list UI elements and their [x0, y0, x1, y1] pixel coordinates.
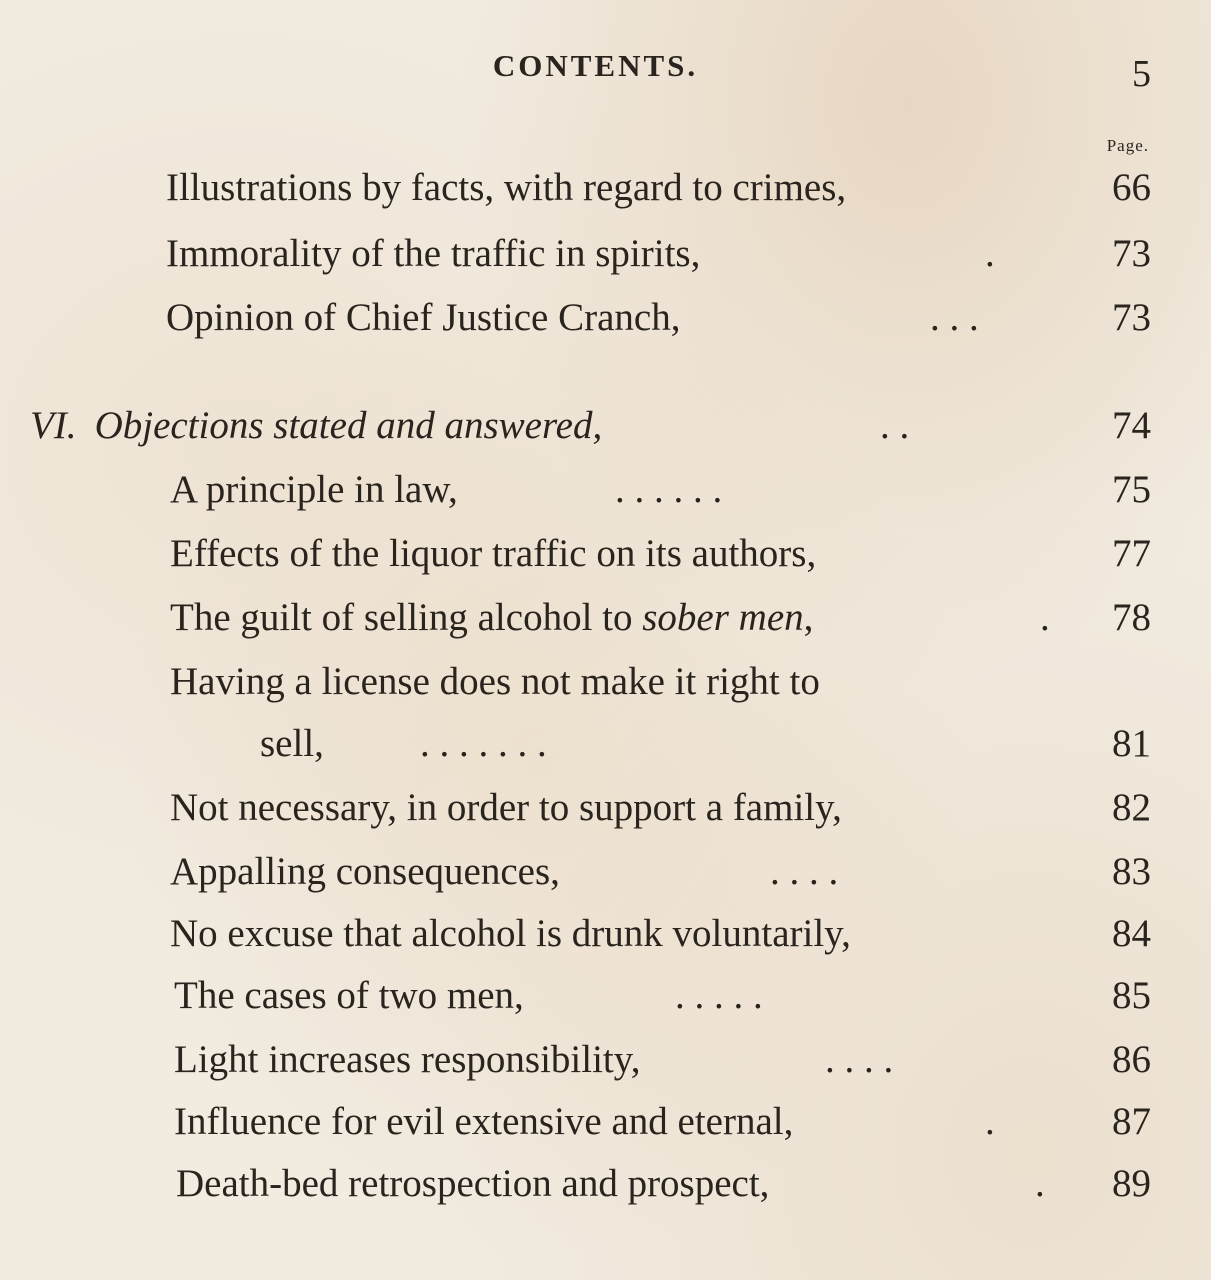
toc-entry-page: 74	[1112, 404, 1151, 447]
toc-entry-title: Death-bed retrospection and prospect,	[176, 1162, 770, 1205]
toc-entry	[0, 162, 1211, 214]
toc-entry-title: A principle in law,	[170, 468, 458, 511]
toc-entry-title-part: The guilt of selling alcohol to	[170, 596, 643, 639]
toc-entry	[0, 592, 1211, 644]
running-head-title: CONTENTS.	[492, 48, 699, 83]
toc-entry-title	[170, 592, 813, 644]
toc-entry-leader: .	[1040, 596, 1050, 639]
toc-entry	[0, 228, 1211, 280]
toc-entry-title: No excuse that alcohol is drunk voluntarily,	[170, 912, 851, 955]
page-column-label: Page.	[1106, 136, 1149, 155]
toc-entry	[0, 970, 1211, 1022]
toc-entry-title: Influence for evil extensive and eternal,	[174, 1100, 794, 1143]
toc-entry-leader: . . . .	[825, 1038, 894, 1081]
toc-entry	[0, 908, 1211, 960]
toc-entry	[0, 464, 1211, 516]
toc-entry-title-italic: sober men	[642, 596, 804, 639]
page-number: 5	[1132, 53, 1151, 95]
toc-entry-page: 81	[1112, 722, 1151, 765]
toc-entry-title: Effects of the liquor traffic on its authors,	[170, 532, 817, 575]
running-head	[0, 48, 1211, 84]
toc-entry-leader: . . . . . .	[615, 468, 723, 511]
toc-entry-leader: .	[985, 232, 995, 275]
toc-entry	[0, 656, 1211, 708]
toc-section-number: VI.	[30, 404, 77, 447]
toc-entry-title: Immorality of the traffic in spirits,	[166, 232, 701, 275]
toc-entry-page: 77	[1112, 532, 1151, 575]
toc-entry-page: 73	[1112, 232, 1151, 275]
toc-entry-leader: . . .	[930, 296, 979, 339]
toc-entry-page: 83	[1112, 850, 1151, 893]
toc-entry-title: sell,	[260, 722, 324, 765]
toc-entry-page: 75	[1112, 468, 1151, 511]
toc-entry-title: Appalling consequences,	[170, 850, 560, 893]
toc-entry	[0, 718, 1211, 770]
toc-entry	[0, 528, 1211, 580]
toc-entry-title-part: ,	[803, 596, 814, 639]
toc-entry-title: Light increases responsibility,	[174, 1038, 641, 1081]
toc-entry-title: Having a license does not make it right to	[170, 660, 820, 703]
toc-entry	[0, 1096, 1211, 1148]
toc-entry	[0, 1158, 1211, 1210]
toc-entry	[0, 782, 1211, 834]
toc-entry-title: Illustrations by facts, with regard to crimes,	[166, 166, 847, 209]
toc-entry	[0, 846, 1211, 898]
toc-entry-leader: . . . . . . .	[420, 722, 547, 765]
toc-entry-page: 87	[1112, 1100, 1151, 1143]
toc-entry-page: 78	[1112, 596, 1151, 639]
toc-entry-page: 66	[1112, 166, 1151, 209]
toc-entry-leader: . . . . .	[675, 974, 763, 1017]
toc-entry-page: 82	[1112, 786, 1151, 829]
toc-entry-page: 89	[1112, 1162, 1151, 1205]
toc-entry-page: 86	[1112, 1038, 1151, 1081]
toc-entry-page: 85	[1112, 974, 1151, 1017]
toc-entry-page: 73	[1112, 296, 1151, 339]
toc-entry-page: 84	[1112, 912, 1151, 955]
toc-entry-title: Objections stated and answered,	[94, 404, 603, 447]
toc-entry-leader: . .	[880, 404, 910, 447]
toc-entry	[0, 292, 1211, 344]
toc-entry-title: Not necessary, in order to support a family,	[170, 786, 842, 829]
toc-section-entry	[0, 400, 1211, 452]
toc-section-heading	[30, 400, 602, 452]
toc-entry-leader: . . . .	[770, 850, 839, 893]
toc-entry-title: The cases of two men,	[174, 974, 524, 1017]
toc-entry	[0, 1034, 1211, 1086]
toc-entry-title: Opinion of Chief Justice Cranch,	[166, 296, 681, 339]
toc-entry-leader: .	[985, 1100, 995, 1143]
toc-entry-leader: .	[1035, 1162, 1045, 1205]
